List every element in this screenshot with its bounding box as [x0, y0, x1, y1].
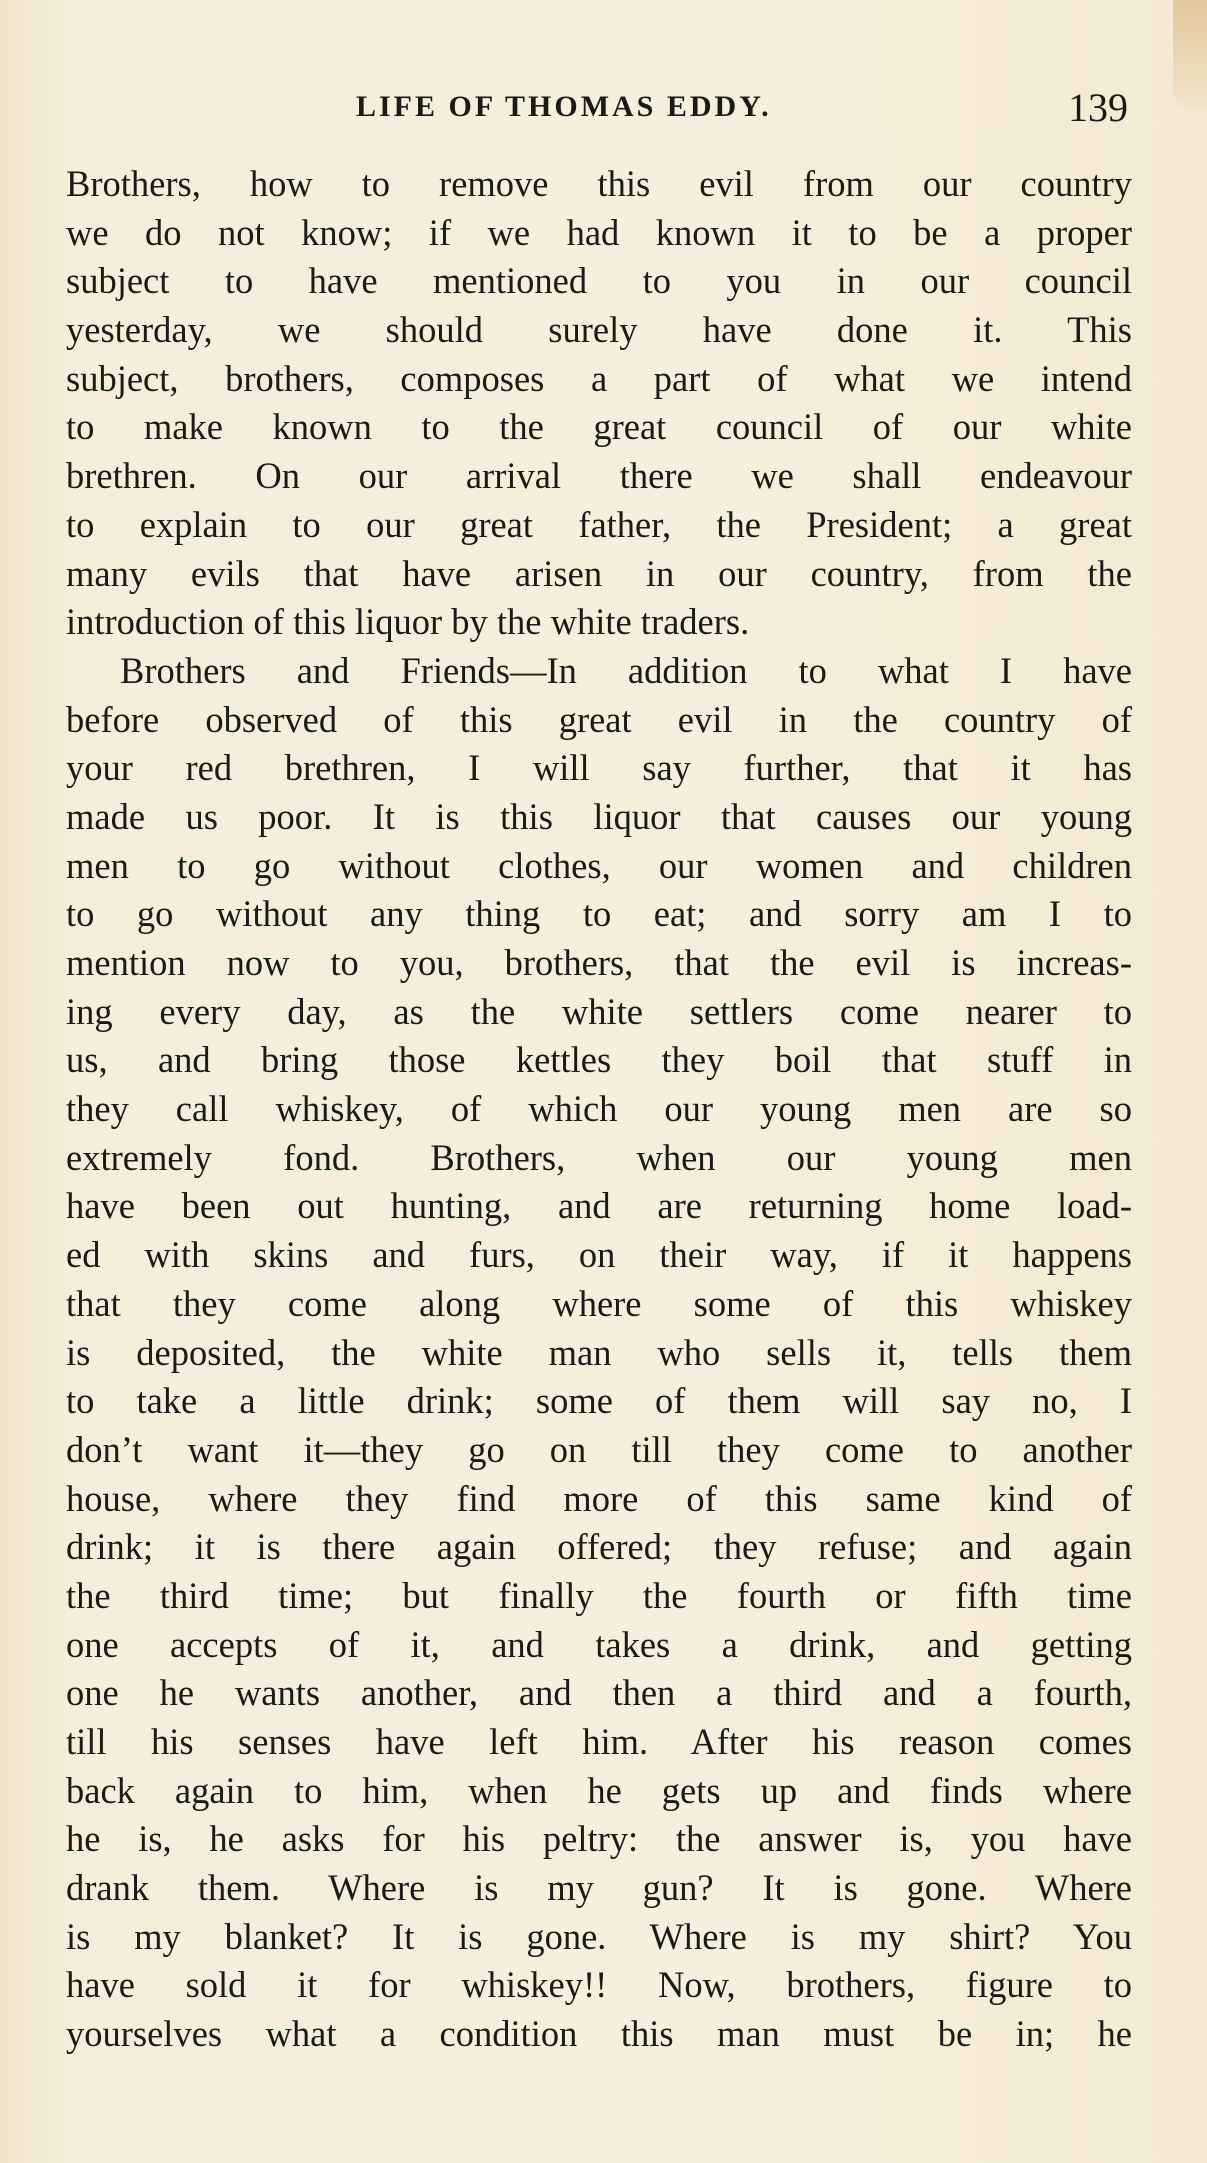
running-title: LIFE OF THOMAS EDDY.: [356, 90, 772, 123]
text-line: drink; it is there again offered; they refuse; and again: [66, 1526, 1132, 1568]
text-line: made us poor. It is this liquor that causes our young: [66, 795, 1132, 837]
text-line: yourselves what a condition this man must be in; he: [66, 2013, 1132, 2055]
text-line: that they come along where some of this whiskey: [66, 1282, 1132, 1324]
text-line: us, and bring those kettles they boil that stuff in: [66, 1039, 1132, 1081]
text-line: before observed of this great evil in the country of: [66, 698, 1132, 740]
text-line: subject, brothers, composes a part of what we intend: [66, 357, 1132, 399]
text-line: till his senses have left him. After his reason comes: [66, 1721, 1132, 1762]
text-line: we do not know; if we had known it to be a proper: [66, 211, 1132, 253]
text-line: Brothers, how to remove this evil from our country: [66, 163, 1132, 204]
page-number: 139: [1068, 85, 1128, 130]
text-line: have sold it for whiskey!! Now, brothers, figure to: [66, 1964, 1132, 2006]
text-line: your red brethren, I will say further, that it has: [66, 747, 1132, 789]
text-line: ed with skins and furs, on their way, if it happens: [66, 1234, 1132, 1276]
text-line: the third time; but finally the fourth or fifth time: [66, 1574, 1132, 1616]
text-line: to go without any thing to eat; and sorry am I to: [66, 893, 1132, 935]
paper-stain: [1173, 0, 1207, 110]
text-line: to explain to our great father, the President; a great: [66, 503, 1132, 545]
text-line: men to go without clothes, our women and children: [66, 844, 1132, 886]
text-line: mention now to you, brothers, that the evil is increas-: [66, 942, 1132, 983]
text-line: ing every day, as the white settlers come nearer to: [66, 990, 1132, 1032]
text-line: many evils that have arisen in our country, from the: [66, 552, 1132, 594]
text-line: extremely fond. Brothers, when our young men: [66, 1136, 1132, 1178]
text-line: have been out hunting, and are returning home load-: [66, 1185, 1132, 1227]
text-line: to take a little drink; some of them will say no, I: [66, 1380, 1132, 1422]
text-line: one accepts of it, and takes a drink, and getting: [66, 1623, 1132, 1665]
text-line: he is, he asks for his peltry: the answer is, you have: [66, 1818, 1132, 1860]
running-head: [60, 84, 1140, 134]
text-line: drank them. Where is my gun? It is gone. Where: [66, 1867, 1132, 1909]
body-text: [66, 160, 1132, 2059]
text-line: subject to have mentioned to you in our council: [66, 260, 1132, 302]
text-line: back again to him, when he gets up and finds where: [66, 1769, 1132, 1811]
text-line: to make known to the great council of our white: [66, 406, 1132, 448]
text-line: brethren. On our arrival there we shall endeavour: [66, 455, 1132, 497]
text-line: yesterday, we should surely have done it. This: [66, 309, 1132, 351]
text-line: is my blanket? It is gone. Where is my shirt? You: [66, 1915, 1132, 1957]
text-line: one he wants another, and then a third and a fourth,: [66, 1672, 1132, 1714]
text-line: is deposited, the white man who sells it, tells them: [66, 1331, 1132, 1373]
text-line: don’t want it—they go on till they come to another: [66, 1428, 1132, 1470]
text-line: house, where they find more of this same kind of: [66, 1477, 1132, 1519]
text-line: they call whiskey, of which our young men are so: [66, 1088, 1132, 1130]
text-line: Brothers and Friends—In addition to what I have: [120, 649, 1132, 691]
text-line: introduction of this liquor by the white traders.: [66, 601, 750, 643]
